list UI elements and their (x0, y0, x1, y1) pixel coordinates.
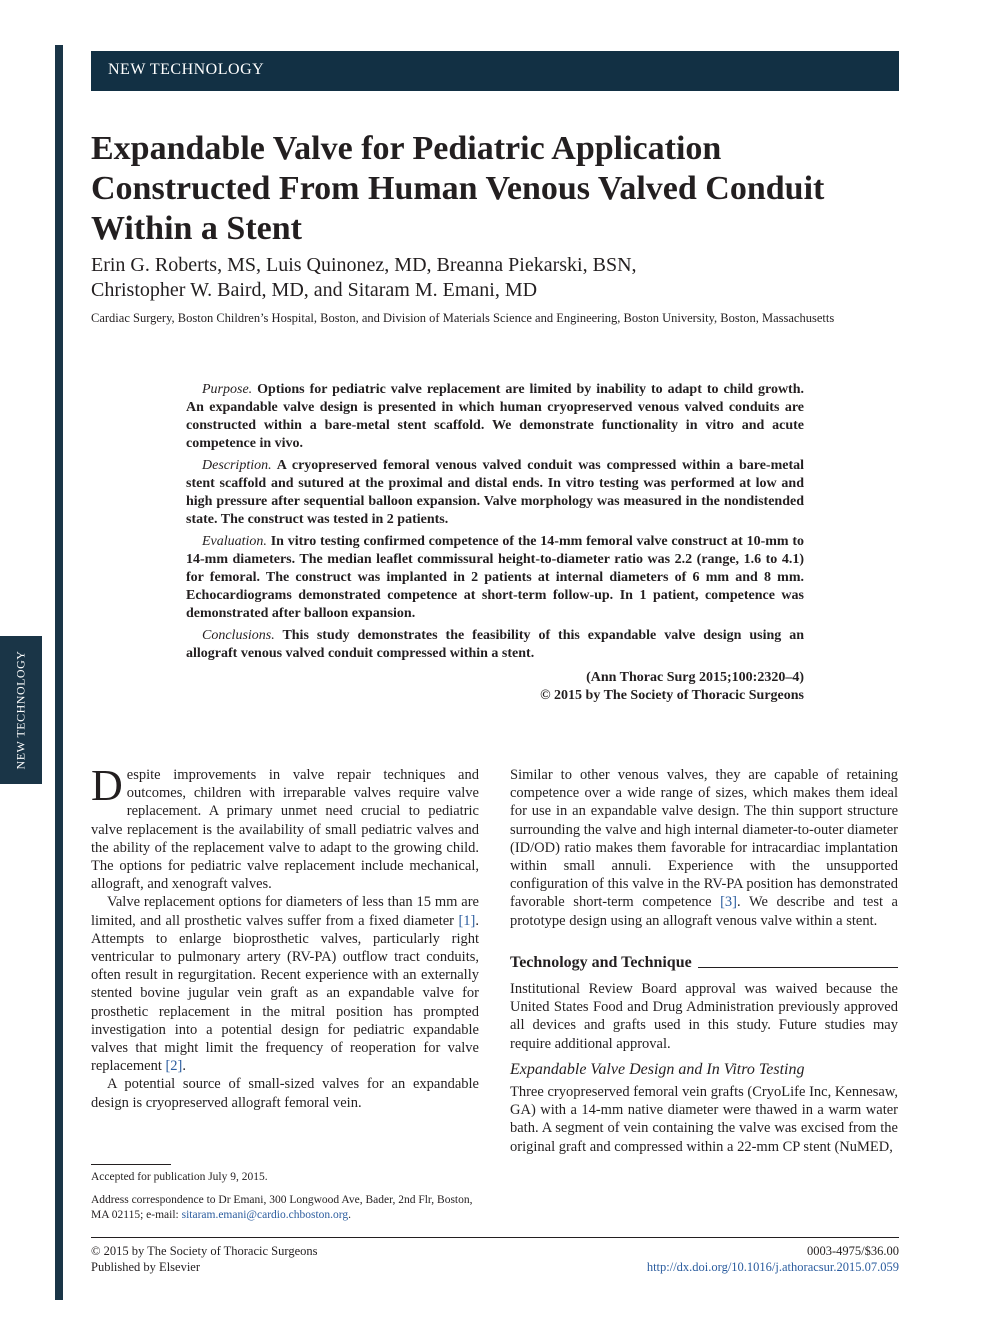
section-heading-rule (698, 967, 898, 968)
body-column-left (91, 761, 479, 1112)
abstract-conclusions (186, 627, 804, 663)
abstract-description (186, 457, 804, 529)
footer-issn: 0003-4975/$36.00 (806, 1244, 899, 1258)
drop-cap: D (91, 761, 123, 810)
conclusions-label: Conclusions. (202, 628, 275, 643)
methods-paragraph-2: Three cryopreserved femoral vein grafts (CryoLife Inc, Kennesaw, GA) with a 14-mm native diameter were thawed in a warm water bath. A segment of vein containing the valve was excised from the original graft and compressed within a 22-mm CP stent (NuMED, (510, 1084, 898, 1155)
purpose-text: Options for pediatric valve replacement are limited by inability to adapt to child growth. An expandable valve design is presented in which human cryopreserved venous valved conduits are constructed within a bare-metal stent scaffold. We demonstrate functionality in vitro and acute competence in vivo. (186, 382, 804, 451)
side-section-label: NEW TECHNOLOGY (13, 650, 28, 770)
intro-paragraph-1 (91, 761, 479, 893)
intro-paragraph-4 (510, 766, 898, 930)
correspondence-text: Address correspondence to Dr Emani, 300 Longwood Ave, Bader, 2nd Flr, Boston, MA 02115; e-mail: (91, 1194, 473, 1221)
footnotes (91, 1170, 479, 1231)
author-list (91, 253, 899, 303)
affiliation: Cardiac Surgery, Boston Children’s Hospital, Boston, and Division of Materials Science and Engineering, Boston University, Boston, Massachusetts (91, 311, 835, 325)
citation-block (186, 669, 804, 705)
description-text: A cryopreserved femoral venous valved conduit was compressed within a bare-metal stent scaffold and sutured at the proximal and distal ends. In vitro testing was performed at low and high pressure after sequential balloon expansion. Valve morphology was measured in the nondistended state. The construct was tested in 2 patients. (186, 458, 804, 527)
abstract (186, 381, 804, 705)
intro-paragraph-1-text: espite improvements in valve repair techniques and outcomes, children with irreparable valves require valve replacement. A primary unmet need crucial to pediatric valve replacement is the availability of small pediatric valves and the ability of the replacement valve to adapt to the growing child. The options for pediatric valve replacement include mechanical, allograft, and xenograft valves. (91, 767, 479, 893)
conclusions-text: This study demonstrates the feasibility of this expandable valve design using an allograft venous valved conduit compressed within a stent. (186, 628, 804, 661)
purpose-label: Purpose. (202, 382, 253, 397)
doi-link[interactable]: http://dx.doi.org/10.1016/j.athoracsur.2015.07.059 (646, 1260, 899, 1274)
body-column-right (510, 766, 898, 1156)
subsection-heading: Expandable Valve Design and In Vitro Testing (510, 1060, 805, 1078)
left-margin-rule (55, 45, 63, 1300)
intro-paragraph-2-text-b: . Attempts to enlarge bioprosthetic valves, particularly right ventricular to pulmonary artery (RV-PA) outflow tract conduits, often result in regurgitation. Recent experience with an externally stented bovine jugular vein graft as an expandable valve for prosthetic replacement in the mitral position has prompted investigation into a potential design for pediatric expandable valves that might limit the frequency of reoperation for valve replacement (91, 912, 479, 1075)
evaluation-label: Evaluation. (202, 534, 267, 549)
section-heading-text: Technology and Technique (510, 953, 692, 971)
section-heading (510, 954, 898, 972)
intro-paragraph-4-text-a: Similar to other venous valves, they are capable of retaining competence over a wide range of sizes, which makes them ideal for use in an expandable valve design. The thin support structure surrounding the valve and high internal diameter-to-outer diameter (ID/OD) ratio makes them favorable for intracardiac implantation within small annuli. Experience with the unsupported configuration of this valve in the RV-PA position has demonstrated favorable short-term competence (510, 767, 898, 911)
section-banner (91, 51, 899, 91)
correspondence-note (91, 1193, 479, 1223)
abstract-purpose (186, 381, 804, 453)
reference-link-3[interactable]: [3] (720, 894, 738, 911)
abstract-evaluation (186, 533, 804, 623)
reference-link-2[interactable]: [2] (165, 1058, 183, 1075)
evaluation-text: In vitro testing confirmed competence of the 14-mm femoral valve construct at 10-mm to 14-mm diameters. The median leaflet commissural height-to-diameter ratio was 2.2 (range, 1.6 to 4.1) for femoral. The construct was implanted in 2 patients at internal diameters of 6 mm and 8 mm. Echocardiograms demonstrated competence at short-term follow-up. In 1 patient, competence was demonstrated after balloon expansion. (186, 534, 805, 621)
correspondence-end: . (348, 1209, 352, 1221)
intro-paragraph-3: A potential source of small-sized valves for an expandable design is cryopreserved allograft femoral vein. (91, 1076, 479, 1111)
intro-paragraph-2-text-c: . (182, 1058, 187, 1075)
journal-citation: (Ann Thorac Surg 2015;100:2320–4) (586, 670, 804, 685)
authors-line-1: Erin G. Roberts, MS, Luis Quinonez, MD, Breanna Piekarski, BSN, (91, 254, 637, 276)
description-label: Description. (202, 458, 272, 473)
intro-paragraph-2 (91, 893, 479, 1075)
footer-publisher: Published by Elsevier (91, 1260, 201, 1274)
abstract-copyright: © 2015 by The Society of Thoracic Surgeons (540, 688, 804, 703)
intro-paragraph-4-text-b: . We describe and test a prototype design using an allograft venous valve within a stent. (510, 894, 898, 929)
footer-copyright: © 2015 by The Society of Thoracic Surgeons (91, 1244, 318, 1258)
email-link[interactable]: sitaram.emani@cardio.chboston.org (181, 1209, 349, 1221)
reference-link-1[interactable]: [1] (458, 912, 476, 929)
accepted-note: Accepted for publication July 9, 2015. (91, 1171, 268, 1183)
footnote-divider (91, 1164, 171, 1165)
side-section-tab (0, 636, 42, 784)
section-label: NEW TECHNOLOGY (108, 61, 265, 78)
authors-line-2: Christopher W. Baird, MD, and Sitaram M. Emani, MD (91, 279, 538, 301)
footer-left (91, 1243, 317, 1275)
intro-paragraph-2-text-a: Valve replacement options for diameters of less than 15 mm are limited, and all prosthetic valves suffer from a fixed diameter (91, 894, 479, 929)
methods-paragraph-1: Institutional Review Board approval was waived because the United States Food and Drug Administration previously approved all devices and grafts used in this study. Future studies may require additional approval. (510, 981, 898, 1052)
footer-divider (91, 1237, 899, 1238)
article-title: Expandable Valve for Pediatric Application Constructed From Human Venous Valved Conduit Within a Stent (91, 130, 825, 247)
footer-right (647, 1243, 899, 1275)
